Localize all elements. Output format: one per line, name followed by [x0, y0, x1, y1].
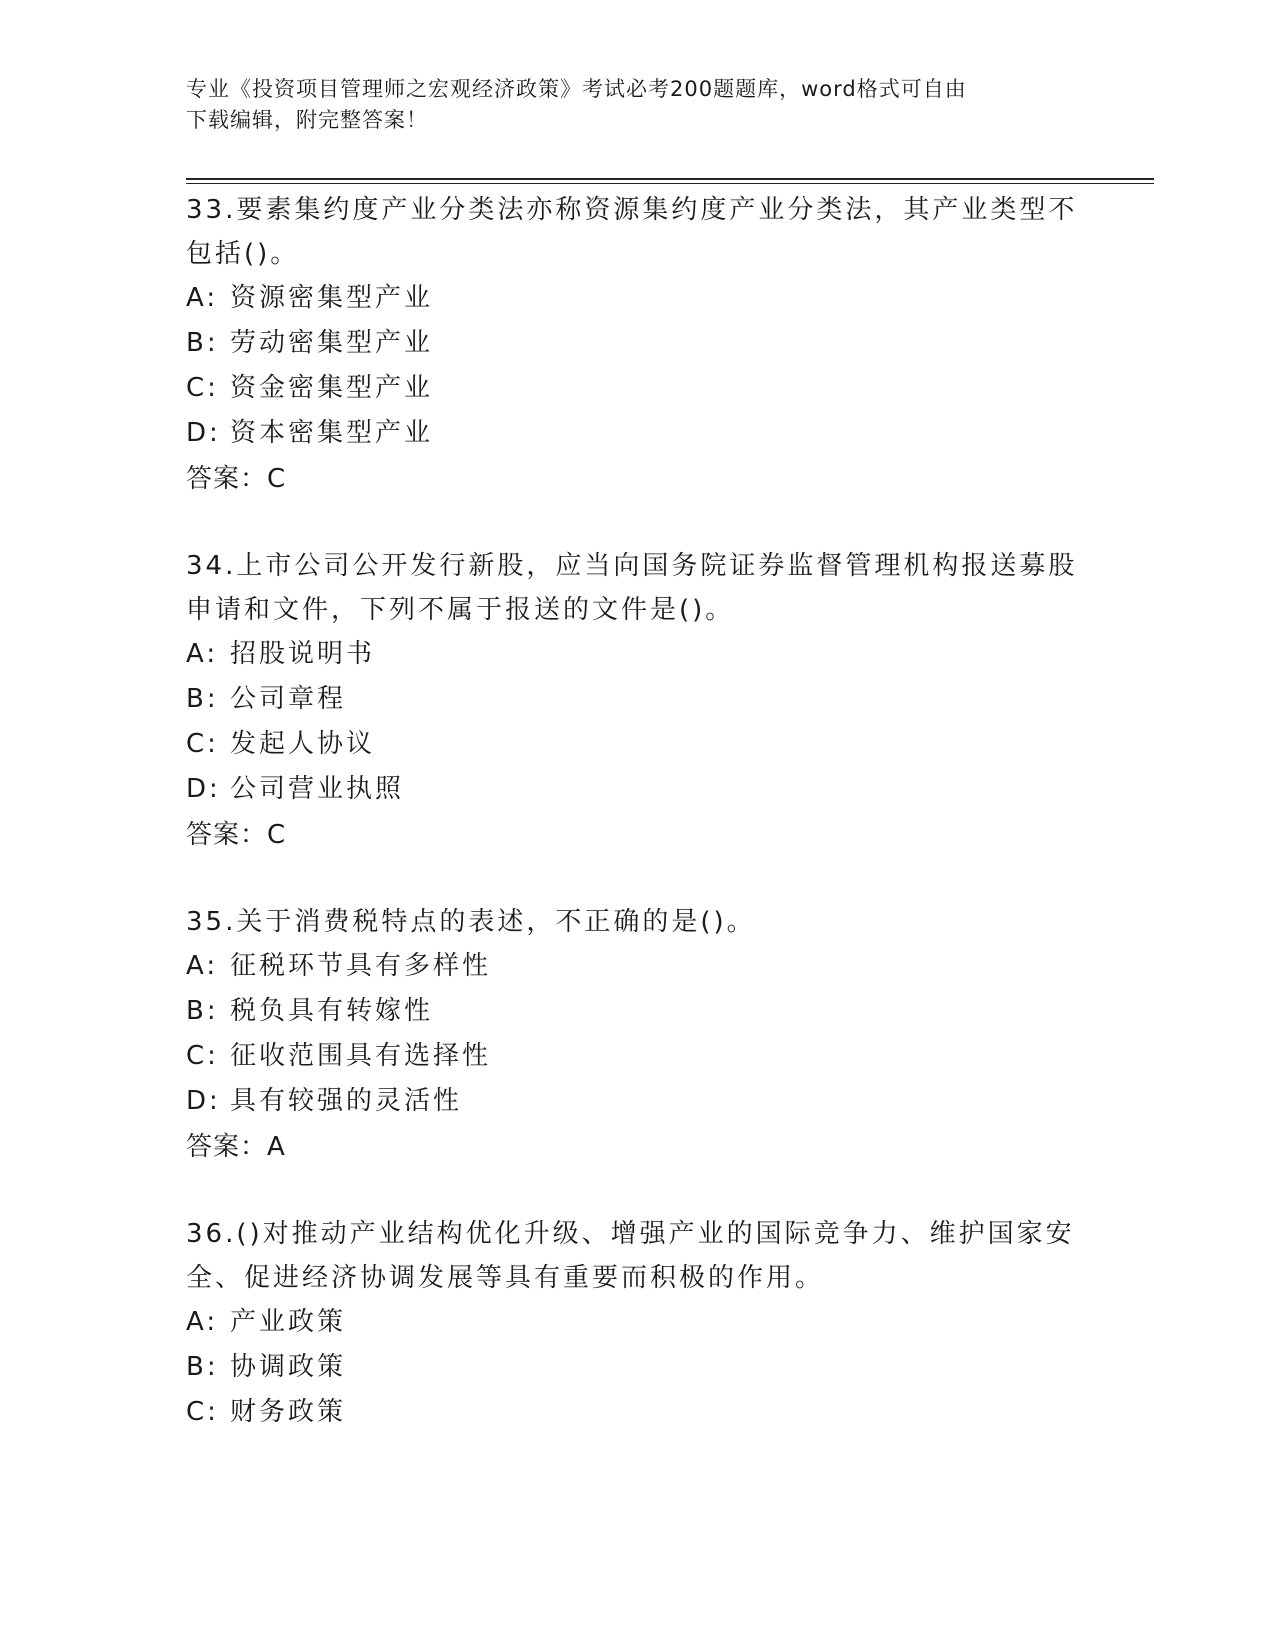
- option-key: B:: [186, 996, 219, 1026]
- option-b: [186, 677, 1086, 722]
- question-34: [186, 544, 1086, 858]
- answer-line: 答案：C: [186, 464, 287, 494]
- option-text: 协调政策: [230, 1352, 347, 1382]
- option-text: 财务政策: [230, 1397, 347, 1427]
- option-text: 公司营业执照: [230, 774, 405, 804]
- answer-line: 答案：A: [186, 1132, 286, 1162]
- option-a: [186, 1300, 1086, 1345]
- option-b: [186, 989, 1086, 1034]
- option-key: D:: [186, 418, 221, 448]
- option-key: A:: [186, 639, 219, 669]
- option-c: [186, 1034, 1086, 1079]
- option-a: [186, 944, 1086, 989]
- option-key: B:: [186, 684, 219, 714]
- option-text: 资源密集型产业: [230, 283, 434, 313]
- question-36: [186, 1212, 1086, 1435]
- option-b: [186, 321, 1086, 366]
- header-line-2: 下载编辑，附完整答案！: [186, 108, 428, 132]
- option-key: D:: [186, 1086, 221, 1116]
- question-33: [186, 188, 1086, 502]
- option-text: 具有较强的灵活性: [230, 1086, 463, 1116]
- option-text: 征收范围具有选择性: [230, 1041, 492, 1071]
- option-text: 招股说明书: [230, 639, 376, 669]
- question-stem-line: 35.关于消费税特点的表述，不正确的是()。: [186, 907, 756, 937]
- option-text: 资金密集型产业: [230, 373, 434, 403]
- question-stem-line: 34.上市公司公开发行新股，应当向国务院证券监督管理机构报送募股: [186, 551, 1078, 581]
- option-a: [186, 276, 1086, 321]
- option-d: [186, 767, 1086, 812]
- question-stem-line: 申请和文件，下列不属于报送的文件是()。: [186, 595, 735, 625]
- question-stem-line: 包括()。: [186, 239, 300, 269]
- option-text: 税负具有转嫁性: [230, 996, 434, 1026]
- option-text: 公司章程: [230, 684, 347, 714]
- option-d: [186, 411, 1086, 456]
- question-stem-line: 33.要素集约度产业分类法亦称资源集约度产业分类法，其产业类型不: [186, 195, 1078, 225]
- option-key: A:: [186, 951, 219, 981]
- header-divider-thin: [186, 183, 1154, 184]
- question-stem-line: 36.()对推动产业结构优化升级、增强产业的国际竞争力、维护国家安: [186, 1219, 1075, 1249]
- option-key: C:: [186, 729, 219, 759]
- option-key: A:: [186, 1307, 219, 1337]
- answer-line: 答案：C: [186, 820, 287, 850]
- option-key: C:: [186, 373, 219, 403]
- option-text: 劳动密集型产业: [230, 328, 434, 358]
- question-stem-line: 全、促进经济协调发展等具有重要而积极的作用。: [186, 1263, 825, 1293]
- option-key: A:: [186, 283, 219, 313]
- option-key: B:: [186, 1352, 219, 1382]
- option-text: 发起人协议: [230, 729, 376, 759]
- option-text: 征税环节具有多样性: [230, 951, 492, 981]
- option-b: [186, 1345, 1086, 1390]
- option-c: [186, 366, 1086, 411]
- option-text: 资本密集型产业: [230, 418, 434, 448]
- option-a: [186, 632, 1086, 677]
- option-d: [186, 1079, 1086, 1124]
- option-key: B:: [186, 328, 219, 358]
- question-list: [186, 188, 1086, 1477]
- option-key: C:: [186, 1397, 219, 1427]
- option-text: 产业政策: [230, 1307, 347, 1337]
- option-key: C:: [186, 1041, 219, 1071]
- option-c: [186, 1390, 1086, 1435]
- header-line-1: 专业《投资项目管理师之宏观经济政策》考试必考200题题库，word格式可自由: [186, 77, 967, 101]
- option-c: [186, 722, 1086, 767]
- header-divider-thick: [186, 178, 1154, 180]
- question-35: [186, 900, 1086, 1170]
- document-header: [186, 74, 1066, 136]
- option-key: D:: [186, 774, 221, 804]
